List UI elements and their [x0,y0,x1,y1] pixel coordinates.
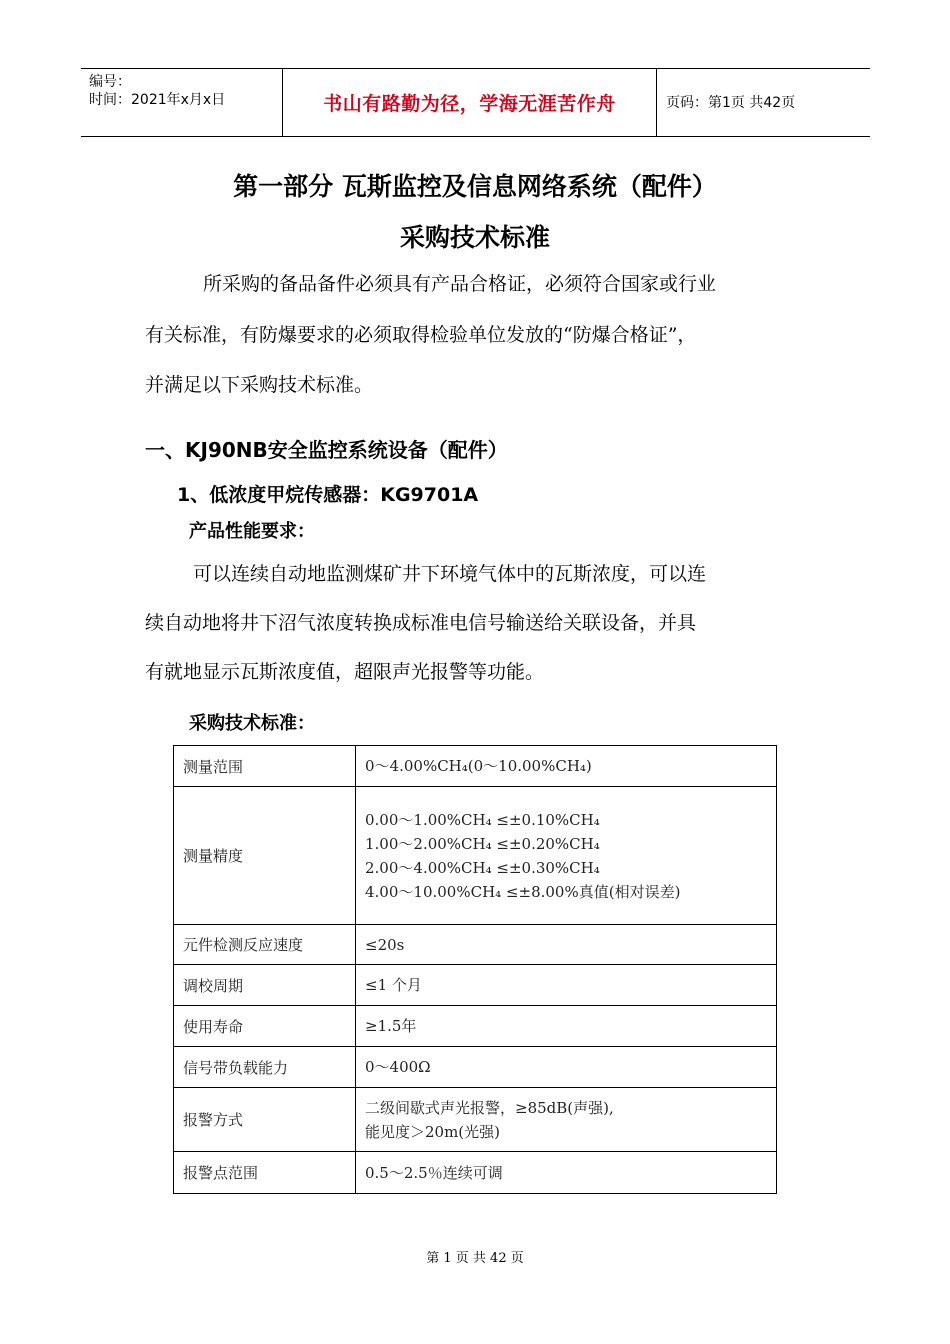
table-row [174,925,777,965]
performance-heading: 产品性能要求： [189,521,315,542]
spec-key: 调校周期 [174,965,356,1006]
spec-value-line: 0.00～1.00%CH₄ ≤±0.10%CH₄ [365,810,600,829]
spec-key: 测量精度 [174,787,356,925]
header-meta [89,73,225,109]
section-heading: 一、KJ90NB安全监控系统设备（配件） [145,438,508,462]
spec-value-line: 1.00～2.00%CH₄ ≤±0.20%CH₄ [365,834,600,853]
page-header [81,68,870,137]
header-page-info: 页码：第1页 共42页 [666,95,796,111]
spec-value: 0～400Ω [356,1047,777,1088]
spec-value: ≥1.5年 [356,1006,777,1047]
intro-line: 并满足以下采购技术标准。 [145,374,374,396]
spec-value [356,787,777,925]
spec-key: 使用寿命 [174,1006,356,1047]
spec-key: 测量范围 [174,746,356,787]
table-row [174,1006,777,1047]
spec-value: 0～4.00%CH₄(0～10.00%CH₄) [356,746,777,787]
spec-value-line: 二级间歇式声光报警，≥85dB(声强), [365,1098,614,1117]
table-row [174,1152,777,1194]
spec-value: ≤1 个月 [356,965,777,1006]
item-heading: 1、低浓度甲烷传感器：KG9701A [177,484,479,506]
table-row [174,1047,777,1088]
header-motto: 书山有路勤为径，学海无涯苦作舟 [323,93,616,115]
spec-value-line: 能见度＞20m(光强) [365,1122,501,1141]
table-row [174,746,777,787]
spec-value [356,1088,777,1152]
spec-key: 信号带负载能力 [174,1047,356,1088]
document-subtitle: 采购技术标准 [399,223,550,252]
performance-line: 可以连续自动地监测煤矿井下环境气体中的瓦斯浓度，可以连 [193,563,707,585]
spec-key: 报警点范围 [174,1152,356,1194]
intro-line: 所采购的备品备件必须具有产品合格证，必须符合国家或行业 [203,273,717,295]
performance-line: 续自动地将井下沼气浓度转换成标准电信号输送给关联设备，并具 [145,612,697,634]
performance-line: 有就地显示瓦斯浓度值，超限声光报警等功能。 [145,661,545,683]
standard-heading: 采购技术标准： [189,713,315,734]
doc-date-label: 时间：2021年x月x日 [89,92,226,108]
header-divider [656,69,657,136]
document-title: 第一部分 瓦斯监控及信息网络系统（配件） [233,172,717,201]
spec-value: ≤20s [356,925,777,965]
spec-key: 报警方式 [174,1088,356,1152]
spec-key: 元件检测反应速度 [174,925,356,965]
spec-value: 0.5～2.5％连续可调 [356,1152,777,1194]
spec-value-line: 2.00～4.00%CH₄ ≤±0.30%CH₄ [365,858,600,877]
doc-number-label: 编号： [89,74,131,90]
table-row [174,1088,777,1152]
table-row [174,787,777,925]
table-row [174,965,777,1006]
spec-value-line: 4.00～10.00%CH₄ ≤±8.00%真值(相对误差) [365,882,681,901]
page-footer: 第 1 页 共 42 页 [426,1251,524,1266]
intro-line: 有关标准，有防爆要求的必须取得检验单位发放的“防爆合格证”， [145,324,697,346]
spec-table [173,745,777,1194]
